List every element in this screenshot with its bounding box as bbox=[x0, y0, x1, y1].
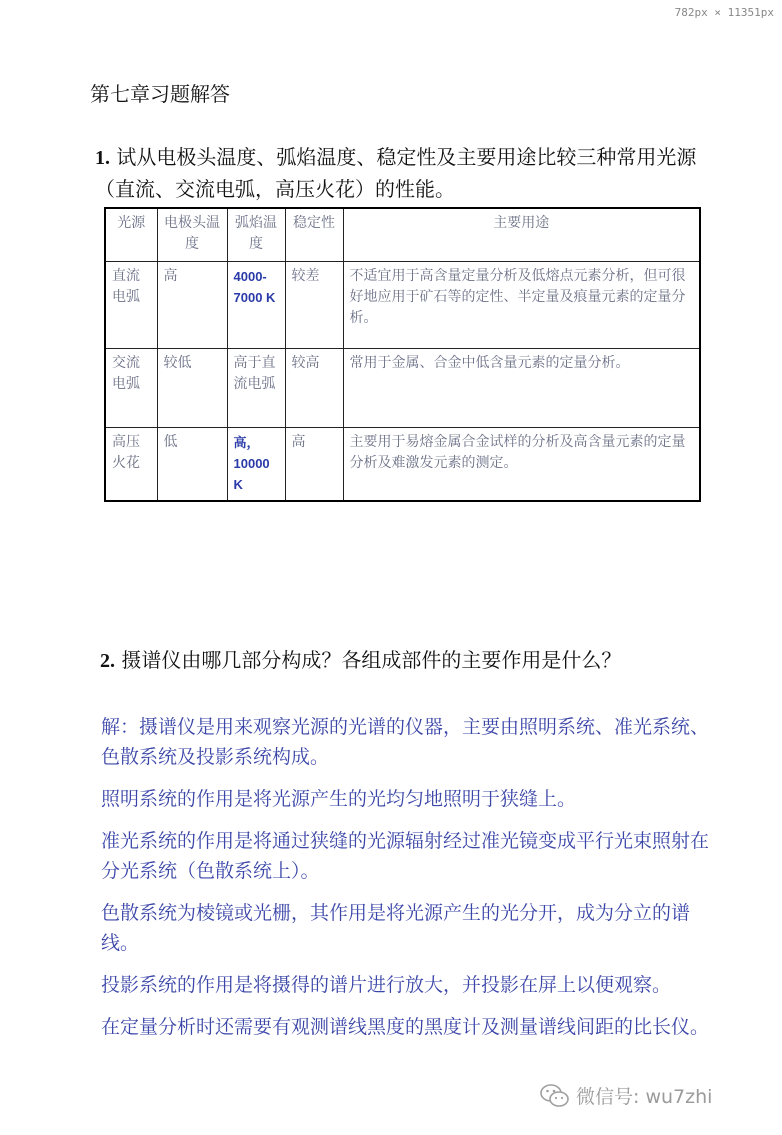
answer-paragraph: 照明系统的作用是将光源产生的光均匀地照明于狭缝上。 bbox=[101, 788, 577, 810]
answer-paragraph: 色散系统为棱镜或光栅，其作用是将光源产生的光分开，成为分立的谱线。 bbox=[101, 902, 691, 954]
dimension-label: 782px × 11351px bbox=[674, 6, 774, 19]
table-row bbox=[105, 428, 700, 502]
watermark-text: 微信号: wu7zhi bbox=[576, 1086, 713, 1108]
question-2 bbox=[100, 644, 740, 673]
answer-paragraph: 准光系统的作用是将通过狭缝的光源辐射经过准光镜变成平行光束照射在分光系统（色散系统上）。 bbox=[101, 830, 710, 882]
cell-stability: 较差 bbox=[285, 262, 343, 349]
cell-stability: 高 bbox=[285, 428, 343, 502]
header-main-use: 主要用途 bbox=[343, 208, 700, 262]
cell-arc-temp: 高，10000 K bbox=[227, 428, 285, 502]
answer-block bbox=[101, 712, 711, 1054]
question-2-text: 摄谱仪由哪几部分构成？各组成部件的主要作用是什么？ bbox=[121, 648, 622, 672]
cell-main-use: 常用于金属、合金中低含量元素的定量分析。 bbox=[343, 349, 700, 428]
cell-source: 高压火花 bbox=[105, 428, 157, 502]
answer-paragraph: 投影系统的作用是将摄得的谱片进行放大，并投影在屏上以便观察。 bbox=[101, 974, 672, 996]
question-1-text: 试从电极头温度、弧焰温度、稳定性及主要用途比较三种常用光源（直流、交流电弧，高压火花）的性能。 bbox=[95, 145, 697, 201]
cell-arc-temp: 4000-7000 K bbox=[227, 262, 285, 349]
comparison-table bbox=[104, 207, 701, 502]
cell-main-use: 主要用于易熔金属合金试样的分析及高含量元素的定量分析及难激发元素的测定。 bbox=[343, 428, 700, 502]
cell-electrode-temp: 高 bbox=[157, 262, 227, 349]
cell-source: 直流电弧 bbox=[105, 262, 157, 349]
cell-main-use: 不适宜用于高含量定量分析及低熔点元素分析，但可很好地应用于矿石等的定性、半定量及痕量元素的定量分析。 bbox=[343, 262, 700, 349]
header-light-source: 光源 bbox=[105, 208, 157, 262]
header-stability: 稳定性 bbox=[285, 208, 343, 262]
watermark bbox=[540, 1082, 712, 1109]
header-electrode-temp: 电极头温度 bbox=[157, 208, 227, 262]
question-1-number: 1. bbox=[95, 147, 110, 169]
question-1 bbox=[95, 142, 715, 205]
cell-electrode-temp: 低 bbox=[157, 428, 227, 502]
chapter-title: 第七章习题解答 bbox=[90, 82, 230, 106]
cell-source: 交流电弧 bbox=[105, 349, 157, 428]
answer-paragraph: 解：摄谱仪是用来观察光源的光谱的仪器，主要由照明系统、准光系统、色散系统及投影系统构成。 bbox=[101, 716, 710, 768]
cell-arc-temp: 高于直流电弧 bbox=[227, 349, 285, 428]
cell-electrode-temp: 较低 bbox=[157, 349, 227, 428]
question-2-number: 2. bbox=[100, 650, 115, 672]
answer-paragraph: 在定量分析时还需要有观测谱线黑度的黑度计及测量谱线间距的比长仪。 bbox=[101, 1016, 710, 1038]
table-row bbox=[105, 262, 700, 349]
header-arc-temp: 弧焰温度 bbox=[227, 208, 285, 262]
cell-stability: 较高 bbox=[285, 349, 343, 428]
table-row bbox=[105, 349, 700, 428]
wechat-icon bbox=[540, 1083, 570, 1109]
table-header-row bbox=[105, 208, 700, 262]
